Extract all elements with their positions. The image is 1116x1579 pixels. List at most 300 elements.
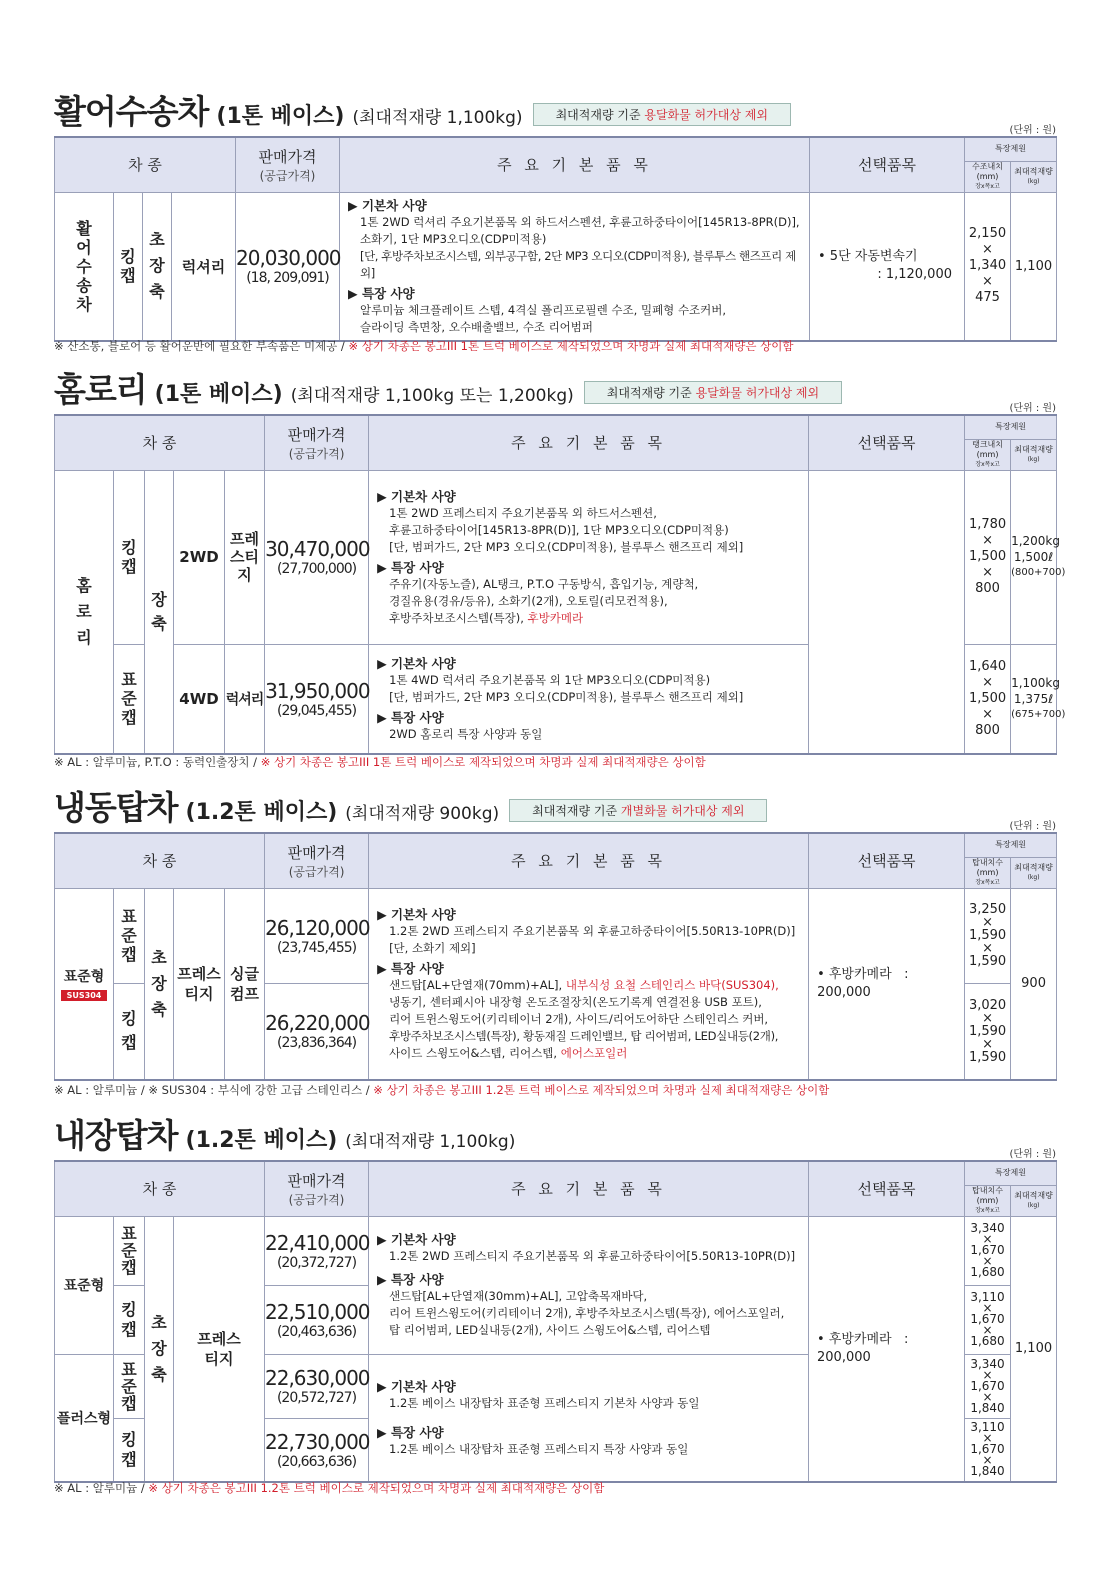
header-price-label: 판매가격: [287, 1171, 346, 1190]
title-base: (1.2톤 베이스): [185, 800, 338, 825]
items-line: 후륜고하중타이어[145R13-8PR(D)], 1단 MP3오디오(CDP미적용): [389, 522, 729, 537]
price-cell: [265, 470, 369, 644]
items-heading-special: ▶ 특장 사양: [377, 1272, 444, 1287]
items-line: 샌드탑[AL+단열재(30mm)+AL], 고압축목재바닥,: [389, 1289, 648, 1303]
max-load-kg: 1,200kg: [1011, 534, 1060, 548]
items-heading-basic: ▶ 기본차 사양: [348, 197, 427, 213]
dim-length: 1,780: [968, 517, 1007, 532]
price-cell: [265, 1418, 369, 1482]
dim-width: 1,670: [970, 1243, 1005, 1257]
dimension-cell: [965, 1418, 1011, 1482]
header-options: 선택품목: [809, 415, 965, 470]
sale-price: 20,030,000: [236, 246, 341, 270]
items-line: 슬라이딩 측면창, 오수배출밸브, 수조 리어범퍼: [360, 319, 594, 334]
sale-price: 22,510,000: [265, 1299, 370, 1324]
badge-red-text: 개별화물 허가대상 제외: [620, 804, 745, 818]
title-base: (1톤 베이스): [154, 382, 283, 407]
dim-length: 1,640: [968, 658, 1007, 674]
section-title: [54, 1110, 515, 1157]
title-base: (1톤 베이스): [216, 104, 345, 129]
axle-type-text: 초장축: [149, 230, 165, 301]
dim-width: 1,590: [968, 928, 1007, 943]
dim-width: 1,500: [968, 690, 1007, 706]
dim-height: 1,680: [970, 1265, 1005, 1279]
axle-type-text: 초장축: [151, 947, 167, 1019]
cab-type-text: 킹캡: [121, 1299, 137, 1339]
price-cell: [265, 983, 369, 1080]
times-sign: ×: [982, 941, 994, 956]
items-heading-basic: ▶ 기본차 사양: [377, 655, 456, 671]
dim-width: 1,670: [970, 1442, 1005, 1457]
footnote: [54, 754, 706, 770]
supply-price: (23,836,364): [277, 1035, 357, 1052]
option-name: • 후방카메라: [817, 1331, 892, 1347]
dim-width: 1,670: [970, 1312, 1005, 1326]
header-options: 선택품목: [809, 1161, 965, 1216]
price-cell: [265, 888, 369, 983]
cab-type-text: 킹캡: [120, 247, 136, 285]
dimension-cell: [965, 1354, 1011, 1418]
dim-height: 1,590: [968, 1049, 1007, 1065]
dim-height: 1,680: [970, 1334, 1005, 1348]
items-line: [단, 범퍼가드, 2단 MP3 오디오(CDP미적용), 블루투스 핸즈프리 제외]: [389, 539, 744, 554]
times-sign: ×: [982, 915, 994, 930]
table-row: [55, 1216, 1057, 1285]
items-heading-special: ▶ 특장 사양: [348, 285, 415, 301]
title-main: 내장탑차: [54, 1116, 178, 1155]
items-line-red: 후방카메라: [527, 610, 584, 625]
header-price-label: 판매가격: [287, 425, 346, 444]
header-dimension: [965, 439, 1011, 470]
items-heading-basic: ▶ 기본차 사양: [377, 488, 456, 504]
cab-type-text: 표준캡: [121, 907, 137, 964]
items-line: [단, 소화기 제외]: [389, 940, 476, 955]
footnote: [54, 1480, 604, 1496]
items-line: 경질유용(경유/등유), 소화기(2개), 오토릴(리모컨적용),: [389, 593, 668, 608]
sale-price: 22,630,000: [265, 1366, 370, 1390]
max-load-cell: 1,100: [1011, 1216, 1057, 1482]
drive-type: 4WD: [174, 644, 225, 754]
dimension-cell: [965, 644, 1011, 754]
items-line: 알루미늄 체크플레이트 스텝, 4격실 폴리프로필렌 수조, 밀폐형 수조커버,: [360, 302, 727, 317]
times-sign: ×: [982, 533, 994, 548]
badge-text: 최대적재량 기준: [606, 386, 696, 400]
dim-length: 3,340: [970, 1221, 1005, 1235]
items-heading-special: ▶ 특장 사양: [377, 559, 444, 575]
table-row: [55, 888, 1057, 983]
header-car-type: 차 종: [55, 415, 265, 470]
dim-length: 3,340: [970, 1356, 1005, 1371]
option-name: • 5단 자동변속기: [818, 249, 918, 264]
dim-width: 1,670: [970, 1378, 1005, 1393]
dim-header-label: 수조내치(mm): [972, 161, 1003, 181]
cab-type: [114, 983, 145, 1080]
model-name: 표준형: [55, 1216, 114, 1354]
header-options: 선택품목: [810, 137, 965, 192]
sale-price: 22,410,000: [265, 1230, 370, 1255]
max-load-unit: (kg): [1027, 177, 1040, 185]
times-sign: ×: [982, 674, 994, 690]
supply-price: (18, 209,091): [246, 270, 329, 286]
options-cell: [810, 192, 965, 341]
main-items-cell: [369, 1216, 809, 1354]
header-spec: 특장제원: [965, 415, 1057, 439]
option-name: • 후방카메라: [817, 966, 892, 982]
dim-height: 1,840: [970, 1464, 1005, 1479]
dim-height: 800: [975, 581, 1000, 596]
footnote-text: ※ 산소통, 블로어 등 활어운반에 필요한 부속품은 미제공 /: [54, 339, 349, 353]
max-load-label: 최대적재량: [1014, 444, 1053, 454]
cab-type-text: 킹캡: [121, 1429, 137, 1469]
cab-type: [114, 470, 145, 644]
main-items-cell: [369, 470, 809, 644]
price-table: [54, 414, 1066, 755]
items-line-red: 내부식성 요철 스테인리스 바닥(SUS304),: [565, 977, 779, 992]
price-cell: [236, 192, 340, 341]
items-line-text: 후방주차보조시스템(특장),: [389, 610, 528, 625]
trim-level: [174, 888, 225, 1080]
items-line: 냉동기, 센터페시아 내장형 온도조절장치(온도기록계 연결전용 USB 포트),: [389, 994, 762, 1009]
times-sign: ×: [982, 1453, 993, 1468]
header-main-items: 주 요 기 본 품 목: [369, 415, 809, 470]
price-cell: [265, 1354, 369, 1418]
permit-badge: [509, 799, 767, 822]
tank-split: (800+700): [1011, 567, 1066, 578]
option-price: : 200,000: [817, 1331, 909, 1365]
max-load-unit: (kg): [1027, 455, 1040, 463]
title-max-load: (최대적재량 1,100kg): [345, 1132, 516, 1152]
axle-type: [145, 470, 174, 754]
badge-text: 최대적재량 기준: [555, 108, 645, 122]
price-cell: [265, 1285, 369, 1354]
price-cell: [265, 1216, 369, 1285]
items-line: 1.2톤 2WD 프레스티지 주요기본품목 외 후륜고하중타이어[5.50R13-10PR(D)]: [389, 923, 796, 938]
header-car-type: 차 종: [55, 1161, 265, 1216]
times-sign: ×: [982, 1367, 993, 1382]
items-heading-basic: ▶ 기본차 사양: [377, 1232, 456, 1247]
header-main-items: 주 요 기 본 품 목: [340, 137, 810, 192]
permit-badge: [533, 103, 791, 126]
sale-price: 26,120,000: [265, 915, 370, 940]
dim-length: 3,020: [968, 997, 1007, 1013]
tank-split: (675+700): [1011, 708, 1066, 720]
dim-header-unit: 장x폭x고: [975, 460, 1000, 468]
cab-type-text: 킹캡: [121, 1009, 137, 1053]
model-name-text: 표준형: [63, 968, 105, 985]
compressor-type: [225, 888, 265, 1080]
dimension-cell: [965, 1216, 1011, 1285]
axle-type: [145, 1216, 174, 1482]
header-price-sub: (공급가격): [259, 168, 316, 183]
model-name: [55, 192, 114, 341]
sale-price: 31,950,000: [265, 678, 370, 703]
section-home-lorry: [54, 364, 1066, 772]
header-price: [265, 1161, 369, 1216]
items-line: 1톤 2WD 럭셔리 주요기본품목 외 하드서스펜션, 후륜고하중타이어[145R13-8PR(D)],: [360, 214, 800, 229]
dim-header-unit: 장x폭x고: [975, 878, 1000, 886]
supply-price: (20,372,727): [276, 1254, 357, 1271]
items-line: 탑 리어범퍼, LED실내등(2개), 사이드 스윙도어&스텝, 리어스텝: [389, 1323, 711, 1337]
cab-type-text: 표준캡: [121, 1224, 137, 1277]
section-title: [54, 782, 767, 829]
header-dimension: [965, 857, 1011, 888]
cab-type: [114, 888, 145, 983]
model-name: [55, 470, 114, 754]
header-car-type: 차 종: [55, 137, 236, 192]
header-main-items: 주 요 기 본 품 목: [369, 1161, 809, 1216]
header-spec: 특장제원: [965, 1161, 1057, 1185]
dimension-cell: [965, 888, 1011, 983]
dim-height: 800: [975, 722, 1000, 738]
section-title: [54, 364, 842, 411]
header-max-load: [1011, 439, 1057, 470]
unit-label: (단위 : 원): [1009, 1149, 1056, 1160]
dim-height: 1,840: [970, 1400, 1005, 1415]
dimension-cell: [965, 192, 1011, 341]
footnote: [54, 338, 794, 354]
max-load-kg: 1,100kg: [1011, 675, 1060, 690]
max-load-label: 최대적재량: [1014, 862, 1053, 872]
model-name-text: 홈로리: [76, 575, 92, 647]
model-name: 플러스형: [55, 1354, 114, 1482]
footnote: [54, 1082, 829, 1098]
max-load-label: 최대적재량: [1014, 1190, 1053, 1200]
dimension-cell: [965, 1285, 1011, 1354]
header-price-sub: (공급가격): [288, 864, 345, 879]
option-price: : 200,000: [817, 966, 909, 1000]
cab-type: [114, 1216, 145, 1285]
unit-label: (단위 : 원): [1009, 403, 1056, 414]
axle-type-text: 장축: [151, 589, 167, 633]
dim-width: 1,590: [968, 1023, 1007, 1039]
model-name: [55, 888, 114, 1080]
items-line: 리어 트윈스윙도어(키리테이너 2개), 후방주차보조시스템(특장), 에어스포일러,: [389, 1306, 785, 1320]
header-main-items: 주 요 기 본 품 목: [369, 833, 809, 888]
max-load-label: 최대적재량: [1014, 166, 1053, 176]
options-cell: [809, 470, 965, 754]
header-spec: 특장제원: [965, 833, 1057, 857]
dimension-cell: [965, 470, 1011, 644]
header-max-load: [1011, 857, 1057, 888]
header-price-label: 판매가격: [287, 843, 346, 862]
items-line: [단, 후방주차보조시스템, 외부공구함, 2단 MP3 오디오(CDP미적용), 블루투스 핸즈프리 제외]: [360, 248, 796, 280]
items-heading-special: ▶ 특장 사양: [377, 960, 444, 976]
footnote-red-text: ※ 상기 차종은 봉고III 1톤 트럭 베이스로 제작되었으며 차명과 실제 최대적재량은 상이함: [260, 755, 706, 769]
supply-price: (20,463,636): [276, 1323, 357, 1340]
dim-height: 1,590: [968, 954, 1007, 969]
items-line-red: 에어스포일러: [560, 1045, 628, 1060]
unit-label: (단위 : 원): [1009, 125, 1056, 136]
header-car-type: 차 종: [55, 833, 265, 888]
items-line-text: 사이드 스윙도어&스텝, 리어스텝,: [389, 1045, 561, 1060]
section-dry-van-truck: [54, 1110, 1056, 1500]
dim-header-label: 탑내치수(mm): [972, 857, 1004, 877]
items-line: 1톤 2WD 프레스티지 주요기본품목 외 하드서스펜션,: [389, 505, 657, 520]
times-sign: ×: [982, 1301, 993, 1315]
footnote-red-text: ※ 상기 차종은 봉고III 1톤 트럭 베이스로 제작되었으며 차명과 실제 최대적재량은 상이함: [348, 339, 794, 353]
badge-text: 최대적재량 기준: [532, 804, 621, 818]
options-cell: [809, 888, 965, 1080]
axle-type: [145, 888, 174, 1080]
compressor-type-text: 싱글컴프: [230, 964, 260, 1003]
cab-type: [114, 1354, 145, 1418]
table-row: [55, 192, 1057, 341]
dim-length: 3,250: [968, 902, 1007, 917]
dim-height: 475: [975, 290, 1000, 305]
footnote-text: ※ AL : 알루미늄 /: [54, 1481, 149, 1495]
unit-label: (단위 : 원): [1009, 821, 1056, 832]
dim-width: 1,340: [968, 258, 1007, 273]
title-max-load: (최대적재량 1,100kg): [352, 108, 523, 128]
cab-type-text: 킹캡: [121, 538, 137, 576]
times-sign: ×: [982, 706, 994, 722]
trim-level: 럭셔리: [172, 192, 236, 341]
dim-length: 3,110: [970, 1290, 1005, 1304]
items-line: 2WD 홈로리 특장 사양과 동일: [389, 726, 543, 741]
dim-header-label: 탱크내치(mm): [972, 439, 1004, 459]
dim-width: 1,500: [968, 549, 1007, 564]
supply-price: (23,745,455): [277, 939, 357, 956]
items-line: [377, 610, 800, 627]
times-sign: ×: [982, 1323, 993, 1337]
footnote-text: ※ AL : 알루미늄, P.T.O : 동력인출장치 /: [54, 755, 261, 769]
price-table: [54, 832, 1057, 1081]
trim-level: 럭셔리: [225, 644, 265, 754]
dim-length: 2,150: [968, 226, 1007, 241]
title-max-load: (최대적재량 1,100kg 또는 1,200kg): [290, 386, 574, 406]
items-heading-special: ▶ 특장 사양: [377, 709, 444, 725]
times-sign: ×: [982, 565, 994, 580]
items-line: 리어 트윈스윙도어(키리테이너 2개), 사이드/리어도어하단 스테인리스 커버,: [389, 1011, 769, 1026]
dim-header-unit: 장x폭x고: [975, 1206, 1000, 1214]
items-line: 1.2톤 베이스 내장탑차 표준형 프레스티지 기본차 사양과 동일: [389, 1395, 700, 1410]
items-line: 주유기(자동노즐), AL탱크, P.T.O 구동방식, 흡입기능, 계량척,: [389, 576, 699, 591]
badge-red-text: 용달화물 허가대상 제외: [644, 108, 768, 122]
tank-capacity: 1,500ℓ: [1013, 550, 1054, 564]
max-load-cell: 900: [1011, 888, 1057, 1080]
trim-level: [174, 1216, 265, 1482]
cab-type: [114, 644, 145, 754]
header-price-label: 판매가격: [258, 147, 317, 166]
items-line: 소화기, 1단 MP3오디오(CDP미적용): [360, 231, 547, 246]
max-load-unit: (kg): [1027, 1201, 1040, 1209]
table-row: [55, 470, 1057, 644]
cab-type-text: 표준캡: [121, 670, 137, 728]
header-dimension: [965, 161, 1011, 192]
footnote-red-text: ※ 상기 차종은 봉고III 1.2톤 트럭 베이스로 제작되었으며 차명과 실제 최대적재량은 상이함: [148, 1481, 605, 1495]
header-max-load: [1011, 161, 1057, 192]
main-items-cell: [369, 644, 809, 754]
sus304-badge: SUS304: [61, 990, 108, 1001]
trim-level-text: 프레스티지: [197, 1329, 241, 1368]
price-cell: [265, 644, 369, 754]
items-line: 1.2톤 베이스 내장탑차 표준형 프레스티지 특장 사양과 동일: [389, 1441, 689, 1456]
header-max-load: [1011, 1185, 1057, 1216]
max-load-unit: (kg): [1027, 873, 1040, 881]
title-main: 활어수송차: [54, 92, 209, 131]
times-sign: ×: [982, 1389, 993, 1404]
header-price: [265, 415, 369, 470]
options-cell: [809, 1216, 965, 1482]
badge-red-text: 용달화물 허가대상 제외: [695, 386, 820, 400]
times-sign: ×: [982, 242, 993, 257]
dimension-cell: [965, 983, 1011, 1080]
dim-header-label: 탑내치수(mm): [972, 1185, 1003, 1205]
axle-type-text: 초장축: [151, 1312, 167, 1384]
title-main: 홈로리: [54, 370, 147, 409]
cab-type: [114, 1418, 145, 1482]
section-fish-truck: [54, 86, 1056, 358]
title-base: (1.2톤 베이스): [185, 1128, 338, 1153]
footnote-red-text: ※ 상기 차종은 봉고III 1.2톤 트럭 베이스로 제작되었으며 차명과 실제 최대적재량은 상이함: [373, 1083, 830, 1097]
max-load-cell: [1011, 470, 1066, 644]
header-price: [265, 833, 369, 888]
cab-type: [114, 192, 143, 341]
axle-type: [143, 192, 172, 341]
items-line: [단, 범퍼가드, 2단 MP3 오디오(CDP미적용), 블루투스 핸즈프리 제외]: [389, 689, 744, 704]
supply-price: (29,045,455): [277, 702, 357, 719]
header-options: 선택품목: [809, 833, 965, 888]
sale-price: 22,730,000: [265, 1429, 370, 1454]
items-line: [377, 977, 800, 994]
main-items-cell: [340, 192, 810, 341]
dim-length: 3,110: [970, 1420, 1005, 1435]
times-sign: ×: [982, 1254, 993, 1268]
items-line: [377, 1045, 800, 1062]
items-line: 후방주차보조시스템(특장), 황동재질 드레인밸브, 탑 리어범퍼, LED실내등(2개),: [389, 1028, 779, 1043]
header-price-sub: (공급가격): [288, 1192, 345, 1207]
items-heading-special: ▶ 특장 사양: [377, 1424, 444, 1440]
section-title: [54, 86, 791, 133]
price-table: [54, 1160, 1057, 1483]
title-max-load: (최대적재량 900kg): [345, 804, 500, 824]
items-heading-basic: ▶ 기본차 사양: [377, 906, 456, 922]
dim-header-unit: 장x폭x고: [975, 182, 1000, 190]
title-main: 냉동탑차: [54, 788, 178, 827]
section-freezer-truck: [54, 782, 1056, 1102]
price-table: [54, 136, 1057, 342]
model-name-text: 활어수송차: [76, 218, 92, 314]
trim-level: [225, 470, 265, 644]
permit-badge: [584, 381, 842, 404]
header-dimension: [965, 1185, 1011, 1216]
times-sign: ×: [982, 1431, 993, 1446]
sale-price: 30,470,000: [265, 537, 370, 561]
supply-price: (20,663,636): [276, 1453, 357, 1470]
supply-price: (20,572,727): [276, 1390, 357, 1406]
footnote-text: ※ AL : 알루미늄 / ※ SUS304 : 부식에 강한 고급 스테인리스 /: [54, 1083, 374, 1097]
times-sign: ×: [982, 1232, 993, 1246]
cab-type: [114, 1285, 145, 1354]
header-spec: 특장제원: [965, 137, 1057, 161]
items-line: 1.2톤 2WD 프레스티지 주요기본품목 외 후륜고하중타이어[5.50R13-10PR(D)]: [389, 1249, 796, 1263]
cab-type-text: 표준캡: [121, 1359, 137, 1413]
times-sign: ×: [982, 274, 993, 289]
option-price: : 1,120,000: [877, 267, 952, 282]
items-line: 1톤 4WD 럭셔리 주요기본품목 외 1단 MP3오디오(CDP미적용): [389, 672, 711, 687]
times-sign: ×: [982, 1010, 994, 1026]
max-load-cell: 1,100: [1011, 192, 1057, 341]
trim-level-text: 프레스티지: [177, 964, 221, 1003]
times-sign: ×: [982, 1036, 994, 1052]
trim-level-text: 프레스티지: [230, 530, 260, 584]
items-line-text: 샌드탑[AL+단열재(70mm)+AL],: [389, 977, 566, 992]
header-price-sub: (공급가격): [288, 446, 345, 461]
tank-capacity: 1,375ℓ: [1013, 691, 1054, 706]
sale-price: 26,220,000: [265, 1011, 370, 1036]
main-items-cell: [369, 1354, 809, 1482]
supply-price: (27,700,000): [277, 561, 357, 577]
